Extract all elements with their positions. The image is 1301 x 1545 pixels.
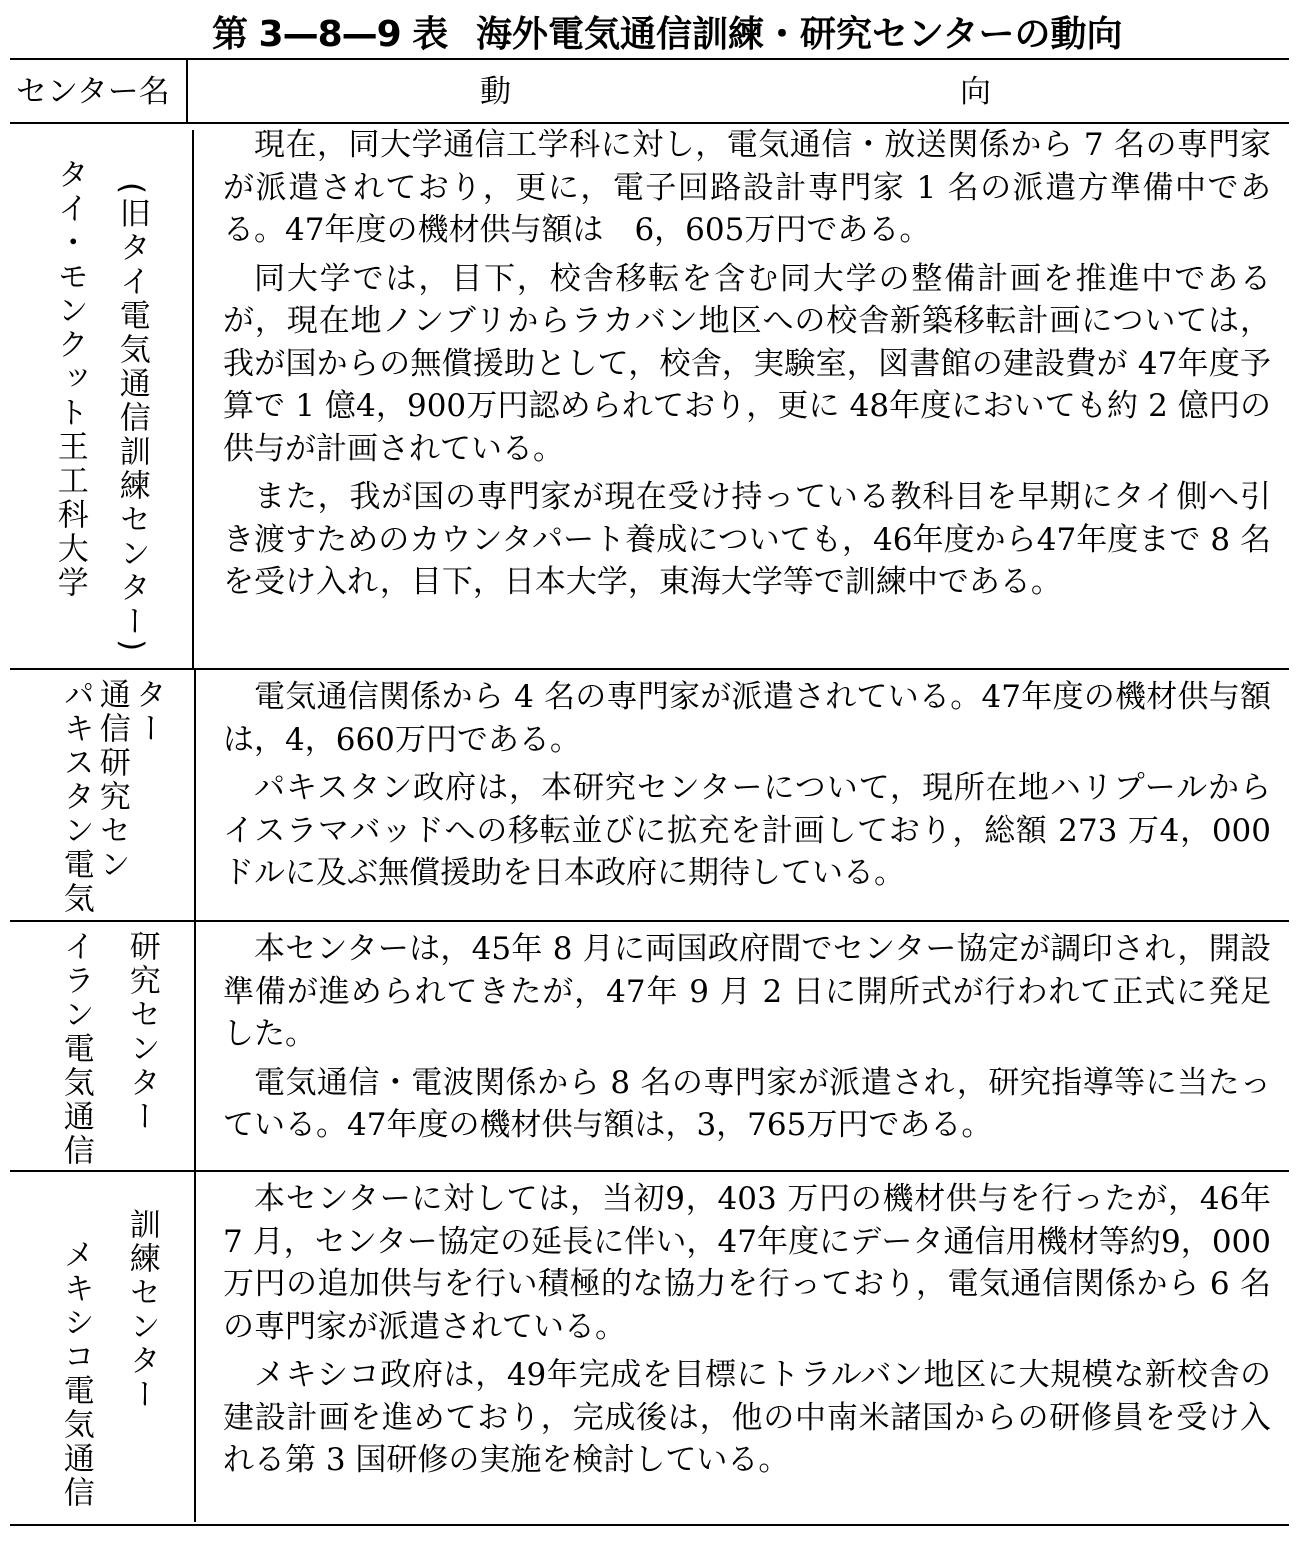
table-title: [0, 6, 1301, 55]
header-center-name: センター名: [16, 74, 170, 110]
row-2-paragraph-2: パキスタン政府は，本研究センターについて，現所在地ハリプールからイスラマバッドへの移転並びに拡充を計画しており，総額 273 万4，000ドルに及ぶ無償援助を日本政府に期待している。: [223, 770, 1271, 891]
row-4-name-line-2: 訓練センター: [123, 1208, 160, 1412]
row-2-trend: [223, 676, 1271, 895]
row-4-name-line-1: メキシコ電気通信: [57, 1238, 94, 1510]
row-1-trend: [223, 124, 1271, 604]
row-rule-2: [10, 920, 1289, 922]
row-1-name-line-2: (旧タイ電気通信訓練センター): [113, 182, 150, 655]
row-3-name-line-2: 研究センター: [123, 930, 160, 1134]
header-trend-2: 向: [960, 74, 991, 110]
table-title-text: 海外電気通信訓練・研究センターの動向: [476, 14, 1123, 55]
top-rule: [10, 58, 1289, 60]
row-3-name-line-1: イラン電気通信: [57, 930, 94, 1168]
row-2-paragraph-1: 電気通信関係から 4 名の専門家が派遣されている。47年度の機材供与額は，4，660万円である。: [223, 679, 1271, 758]
table-number: 第 3—8—9 表: [212, 14, 448, 55]
row-rule-1: [10, 668, 1289, 670]
row-1-paragraph-2: 同大学では，目下，校舎移転を含む同大学の整備計画を推進中であるが，現在地ノンブリからラカバン地区への校舎新築移転計画については，我が国からの無償援助として，校舎，実験室，図書館の建設費が 47年度予算で 1 億4，900万円認められており，更に 48年度においても約 2 億円の供与が計画されている。: [223, 260, 1271, 467]
row-2-name-line-3: ター: [129, 678, 166, 746]
row-rule-3: [10, 1170, 1289, 1172]
row-4-paragraph-2: メキシコ政府は，49年完成を目標にトラルバン地区に大規模な新校舎の建設計画を進めており，完成後は，他の中南米諸国からの研修員を受け入れる第 3 国研修の実施を検討している。: [223, 1357, 1271, 1478]
bottom-rule: [10, 1524, 1289, 1526]
row-1-name-line-1: タイ・モンクット王工科大学: [51, 158, 88, 600]
row-3-trend: [223, 928, 1271, 1147]
col-divider-header: [186, 58, 188, 124]
col-divider-row-4: [194, 1172, 196, 1522]
row-4-paragraph-1: 本センターに対しては，当初9，403 万円の機材供与を行ったが，46年 7 月，センター協定の延長に伴い，47年度にデータ通信用機材等約9，000 万円の追加供与を行い積極的な協力を行っており，電気通信関係から 6 名の専門家が派遣されている。: [223, 1181, 1271, 1345]
row-3-paragraph-2: 電気通信・電波関係から 8 名の専門家が派遣され，研究指導等に当たっている。47年度の機材供与額は，3，765万円である。: [223, 1064, 1271, 1143]
row-2-name-line-1: パキスタン電気: [57, 678, 94, 916]
row-1-paragraph-3: また，我が国の専門家が現在受け持っている教科目を早期にタイ側へ引き渡すためのカウンタパート養成についても，46年度から47年度まで 8 名を受け入れ，目下，日本大学，東海大学等で訓練中である。: [223, 479, 1271, 600]
col-divider-row-2: [194, 670, 196, 920]
row-2-name-line-2: 通信研究セン: [93, 678, 130, 882]
header-trend-1: 動: [480, 74, 511, 110]
col-divider-row-3: [194, 922, 196, 1170]
row-3-paragraph-1: 本センターは，45年 8 月に両国政府間でセンター協定が調印され，開設準備が進められてきたが，47年 9 月 2 日に開所式が行われて正式に発足した。: [223, 931, 1271, 1052]
col-divider-row-1: [192, 130, 194, 668]
row-1-paragraph-1: 現在，同大学通信工学科に対し，電気通信・放送関係から 7 名の専門家が派遣されており，更に，電子回路設計専門家 1 名の派遣方準備中である。47年度の機材供与額は 6，605万円である。: [223, 127, 1271, 248]
row-4-trend: [223, 1178, 1271, 1482]
